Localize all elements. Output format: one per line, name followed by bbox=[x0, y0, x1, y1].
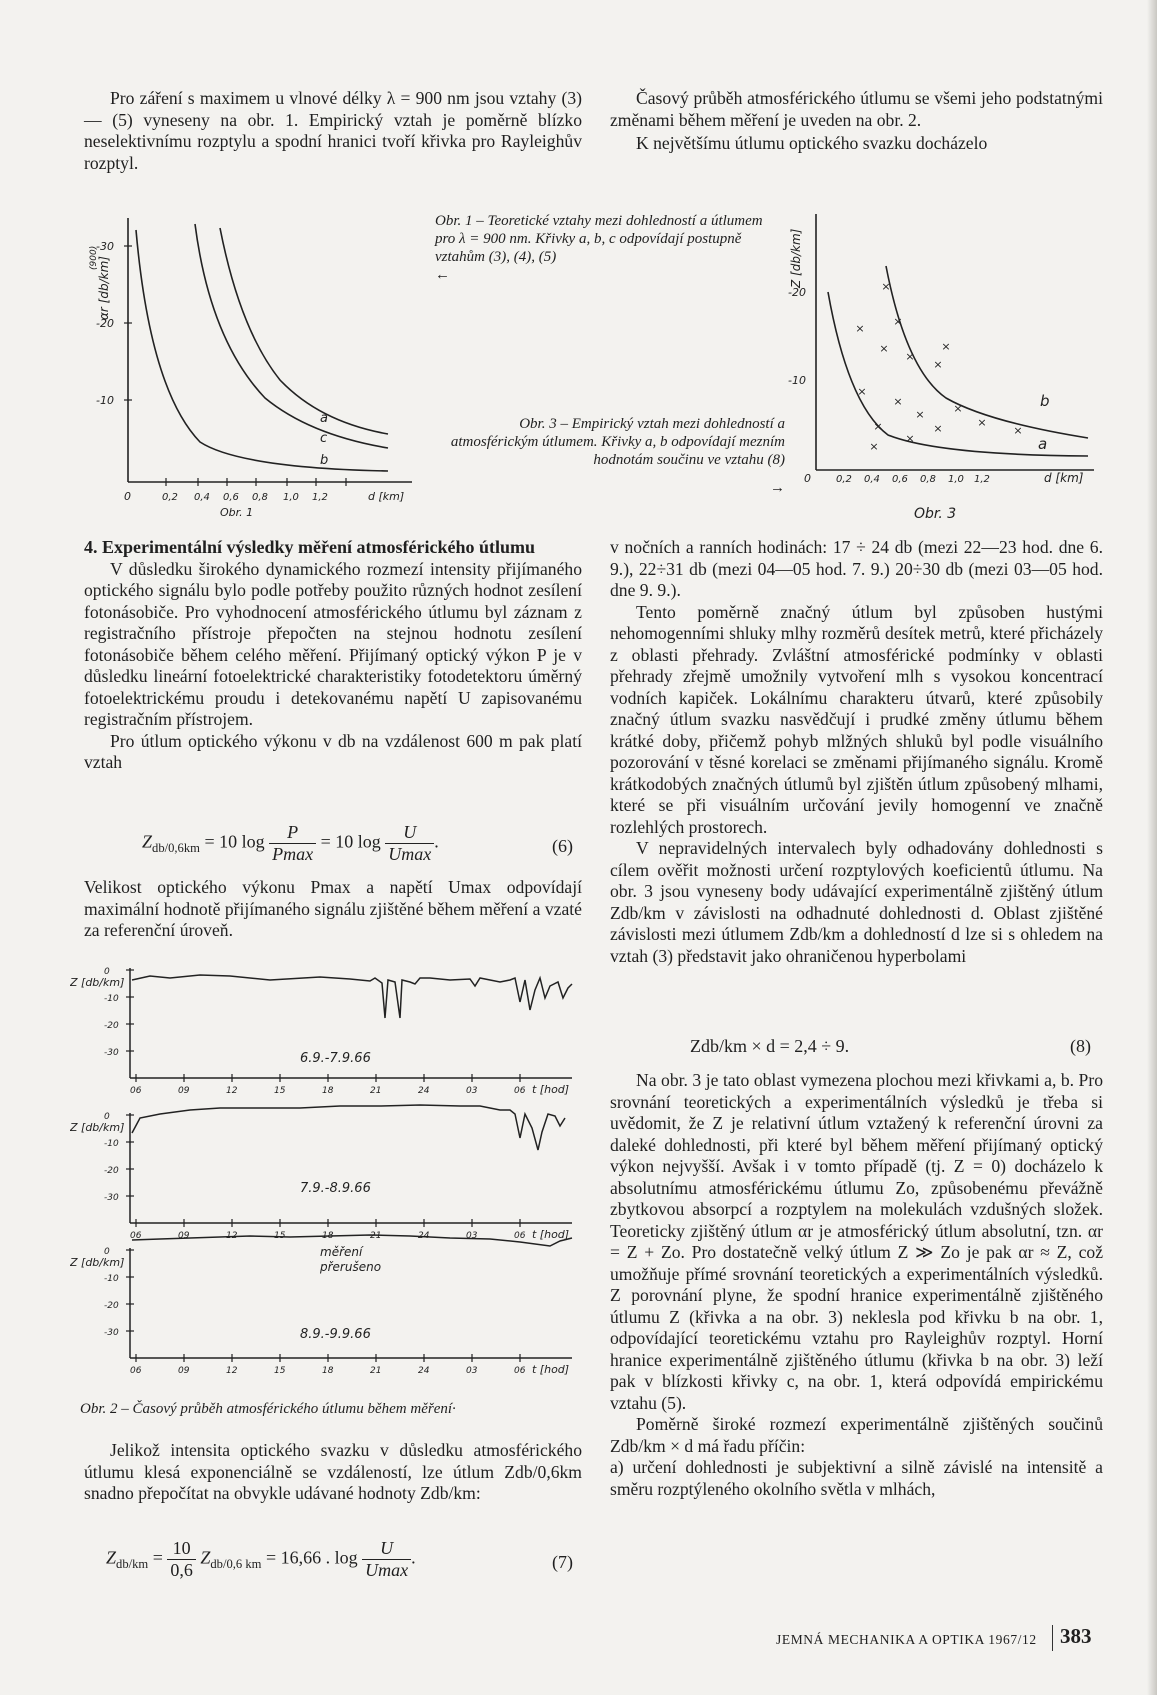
fig1-label-c: c bbox=[320, 431, 328, 446]
fig1-xtick-1: 0,2 bbox=[162, 492, 178, 503]
fig2-xtick-label: 24 bbox=[418, 1231, 430, 1241]
fig1-ytick-20: -20 bbox=[96, 317, 114, 330]
fig3-zero: 0 bbox=[804, 472, 811, 485]
fig1-curve-a bbox=[220, 228, 388, 434]
fig1-curve-c bbox=[195, 224, 388, 448]
fig1-caption-arrow: ← bbox=[435, 267, 450, 283]
fig2-y-label: Z [db/km] bbox=[70, 1256, 125, 1269]
journal-footer: JEMNÁ MECHANIKA A OPTIKA 1967/12 bbox=[776, 1632, 1037, 1647]
fig1-label-a: a bbox=[320, 411, 328, 426]
footer-divider bbox=[1052, 1625, 1053, 1651]
fig2-panel-3-date: 8.9.-9.9.66 bbox=[300, 1327, 371, 1342]
fig1-y-label: αr [db/km] bbox=[97, 256, 111, 320]
fig1-xtick-3: 0,6 bbox=[223, 492, 239, 503]
eq7-num-10: 10 bbox=[167, 1538, 196, 1560]
fig3-data-point: × bbox=[893, 395, 903, 408]
fig3-ytick-20: -20 bbox=[788, 286, 806, 299]
fig2-xtick-label: 12 bbox=[226, 1366, 238, 1376]
fig2-ytick-label: -10 bbox=[104, 1139, 119, 1149]
eq7-z: Z bbox=[106, 1547, 117, 1568]
eq6-mid2: = 10 log bbox=[320, 831, 381, 852]
fig2-xtick-label: 18 bbox=[322, 1086, 334, 1096]
left-paragraph-4-block bbox=[84, 1440, 582, 1505]
eq7-fraction-u bbox=[362, 1538, 411, 1581]
fig2-xtick-label: 06 bbox=[514, 1086, 526, 1096]
fig2-xtick-label: 21 bbox=[370, 1366, 382, 1376]
eq7-fraction-10 bbox=[167, 1538, 196, 1581]
fig2-xtick-label: 03 bbox=[466, 1086, 478, 1096]
left-paragraph-2: Pro útlum optického výkonu v db na vzdálenost 600 m pak platí vztah bbox=[84, 730, 582, 772]
fig2-ytick-label: -10 bbox=[104, 1274, 119, 1284]
eq7-equals: = bbox=[152, 1547, 163, 1568]
fig3-ytick-10: -10 bbox=[788, 374, 806, 387]
right-paragraph-4: Tento poměrně značný útlum byl způsoben hustými nehomogenními shluky mlhy rozměrů desítek metrů, které přicházely z oblasti přehrady. Zvláštní atmosférické podmínky v oblasti přehrady zřejmě umožnily vytvoření mlh s vysokou koncentrací vodních kapiček. Lokálnímu charakteru útvarů, které způsobily značný útlum svazku nasvědčují i prudké změny útlumu během krátké doby, přičemž pohyb mlžných shluků byl podle visuálního pozorování v těsné korelaci se změnami přijímaného signálu. Kromě krátkodobých značných útlumů byl zjištěn útlum způsobený mlhami, které se při visuálním určování jevily homogenní ve značně rozlehlých prostorech. bbox=[610, 601, 1103, 837]
eq6-fraction-u bbox=[385, 822, 434, 865]
fig3-data-point: × bbox=[941, 340, 951, 353]
figure-2-chart bbox=[70, 958, 580, 1378]
fig2-xtick-label: 12 bbox=[226, 1086, 238, 1096]
fig3-data-point: × bbox=[879, 342, 889, 355]
equation-8 bbox=[690, 1036, 1100, 1057]
eq8-number: (8) bbox=[1070, 1036, 1091, 1056]
fig3-data-point: × bbox=[905, 350, 915, 363]
fig3-data-point: × bbox=[873, 420, 883, 433]
fig2-ytick-label: 0 bbox=[104, 1247, 110, 1257]
fig3-xtick-6: 1,2 bbox=[974, 474, 990, 485]
left-column-main bbox=[84, 537, 582, 774]
left-paragraph-3: Velikost optického výkonu Pmax a napětí Umax odpovídají maximální hodnotě přijímaného signálu zjištěné během měření a vzaté za referenční úroveň. bbox=[84, 877, 582, 940]
eq7-num-u: U bbox=[362, 1538, 411, 1560]
figure-3-caption bbox=[435, 415, 785, 497]
fig3-label-b: b bbox=[1040, 392, 1050, 410]
fig2-x-label: t [hod] bbox=[532, 1083, 570, 1096]
right-column-top bbox=[610, 88, 1103, 155]
figure-1-chart bbox=[70, 210, 430, 520]
fig2-panel-2-date: 7.9.-8.9.66 bbox=[300, 1181, 371, 1196]
fig3-xtick-5: 1,0 bbox=[948, 474, 964, 485]
fig3-data-point: × bbox=[855, 322, 865, 335]
fig3-data-point: × bbox=[933, 358, 943, 371]
eq6-z-sub: db/0,6km bbox=[152, 841, 200, 856]
fig2-xtick-label: 06 bbox=[130, 1086, 142, 1096]
fig3-title: Obr. 3 bbox=[914, 506, 957, 522]
fig3-label-a: a bbox=[1038, 435, 1048, 453]
fig2-xtick-label: 24 bbox=[418, 1086, 430, 1096]
right-paragraph-3: v nočních a ranních hodinách: 17 ÷ 24 db (mezi 22—23 hod. dne 6. 9.), 22÷31 db (mezi 04—05 hod. 7. 9.) 20÷30 db (mezi 03—05 hod. dne 9. 9.). bbox=[610, 537, 1103, 600]
fig1-y-label-sup: (900) bbox=[89, 245, 99, 270]
eq6-end: . bbox=[434, 831, 439, 852]
fig1-xtick-5: 1,0 bbox=[283, 492, 299, 503]
intro-text: Pro záření s maximem u vlnové délky λ = 900 nm jsou vztahy (3) — (5) vyneseny na obr. 1. Empirický vztah je poměrně blízko neselektivnímu rozptylu a spodní hranici tvoří křivka pro Rayleighův rozptyl. bbox=[84, 88, 582, 173]
fig2-panel-3-note2: přerušeno bbox=[320, 1260, 382, 1274]
page-edge-shadow bbox=[1147, 0, 1157, 1695]
fig3-data-point: × bbox=[915, 408, 925, 421]
right-paragraph-5: V nepravidelných intervalech byly odhadovány dohlednosti s cílem ověřit možnosti určení rozptylových koeficientů útlumu. Na obr. 3 jsou vyneseny body udávající experimentálně zjištěný útlum Zdb/km v závislosti na odhadnuté dohlednosti d. Oblast zjištěné závislosti mezi útlumem Zdb/km a dohledností d lze si s ohledem na vztah (3) představit jako ohraničenou hyperbolami bbox=[610, 838, 1103, 966]
eq7-number: (7) bbox=[552, 1552, 573, 1572]
fig2-series-1 bbox=[132, 975, 572, 1018]
fig2-ytick-label: -20 bbox=[104, 1166, 119, 1176]
fig1-ytick-10: -10 bbox=[96, 394, 114, 407]
fig3-data-point: × bbox=[933, 422, 943, 435]
fig2-series-2 bbox=[132, 1105, 565, 1150]
fig2-xtick-label: 12 bbox=[226, 1231, 238, 1241]
fig2-xtick-label: 09 bbox=[178, 1231, 190, 1241]
figure-1-caption-text: Obr. 1 – Teoretické vztahy mezi dohledností a útlumem pro λ = 900 nm. Křivky a, b, c odpovídají postupně vztahům (3), (4), (5) bbox=[435, 213, 763, 265]
eq6-num-p: P bbox=[269, 822, 316, 844]
fig2-ytick-label: -20 bbox=[104, 1021, 119, 1031]
left-paragraph-1: V důsledku širokého dynamického rozmezí intensity přijímaného optického signálu bylo podle potřeby použito různých hodnot zesílení fotonásobiče. Pro vyhodnocení atmosférického útlumu byl záznam z registračního přístroje přepočten na stejnou hodnotu zesílení fotonásobiče během celého měření. Přijímaný optický výkon P je v důsledku lineární fotoelektrické charakteristiky fotodetektoru úměrný fotoelektrickému proudu i detekovanému napětí U zapisovanému registračním přístrojem. bbox=[84, 558, 582, 729]
fig3-data-point: × bbox=[977, 416, 987, 429]
left-paragraph-4: Jelikož intensita optického svazku v důsledku atmosférického útlumu klesá exponenciálně se vzdáleností, lze útlum Zdb/0,6km snadno přepočítat na obvykle udávané hodnoty Zdb/km: bbox=[84, 1440, 582, 1503]
page-number: 383 bbox=[1060, 1624, 1092, 1648]
fig2-xtick-label: 06 bbox=[130, 1366, 142, 1376]
figure-2-caption-text: Obr. 2 – Časový průběh atmosférického útlumu během měření· bbox=[80, 1401, 456, 1417]
intro-paragraph bbox=[84, 88, 582, 174]
fig2-xtick-label: 24 bbox=[418, 1366, 430, 1376]
fig2-ytick-label: -30 bbox=[104, 1328, 119, 1338]
eq7-z2: Z bbox=[200, 1547, 211, 1568]
fig3-xtick-2: 0,4 bbox=[864, 474, 880, 485]
right-paragraph-1: Časový průběh atmosférického útlumu se všemi jeho podstatnými změnami během měření je uveden na obr. 2. bbox=[610, 88, 1103, 130]
fig1-xtick-4: 0,8 bbox=[252, 492, 268, 503]
eq7-mid: = 16,66 . log bbox=[265, 1547, 358, 1568]
fig2-xtick-label: 09 bbox=[178, 1366, 190, 1376]
eq7-z2-sub: db/0,6 km bbox=[210, 1557, 262, 1572]
fig3-caption-arrow: → bbox=[770, 480, 785, 496]
fig2-xtick-label: 21 bbox=[370, 1086, 382, 1096]
fig2-panel-1-date: 6.9.-7.9.66 bbox=[300, 1051, 371, 1066]
fig2-x-label: t [hod] bbox=[532, 1228, 570, 1241]
section-heading: 4. Experimentální výsledky měření atmosférického útlumu bbox=[84, 537, 535, 557]
eq6-den-umax: Umax bbox=[388, 844, 432, 864]
fig1-zero: 0 bbox=[124, 490, 131, 503]
fig2-ytick-label: -20 bbox=[104, 1301, 119, 1311]
fig3-data-point: × bbox=[857, 385, 867, 398]
fig3-y-label: Z [db/km] bbox=[789, 228, 803, 288]
eq6-num-u: U bbox=[385, 822, 434, 844]
right-column-main bbox=[610, 537, 1103, 967]
right-paragraph-2: K největšímu útlumu optického svazku docházelo bbox=[636, 133, 988, 153]
fig2-ytick-label: -30 bbox=[104, 1193, 119, 1203]
fig3-data-point: × bbox=[881, 280, 891, 293]
fig2-ytick-label: -30 bbox=[104, 1048, 119, 1058]
fig2-xtick-label: 06 bbox=[514, 1231, 526, 1241]
fig2-panel-3-note1: měření bbox=[320, 1245, 363, 1259]
left-paragraph-3-block bbox=[84, 877, 582, 942]
fig3-data-point: × bbox=[1013, 424, 1023, 437]
eq6-z: Z bbox=[142, 831, 153, 852]
fig1-ytick-30: -30 bbox=[96, 240, 114, 253]
fig2-xtick-label: 03 bbox=[466, 1366, 478, 1376]
fig2-xtick-label: 15 bbox=[274, 1086, 286, 1096]
fig2-xtick-label: 03 bbox=[466, 1231, 478, 1241]
fig2-ytick-label: 0 bbox=[104, 1112, 110, 1122]
figure-3-caption-text: Obr. 3 – Empirický vztah mezi dohledností a atmosférickým útlumem. Křivky a, b odpovídají mezním hodnotám součinu ve vztahu (8) bbox=[450, 416, 785, 468]
fig2-ytick-label: -10 bbox=[104, 994, 119, 1004]
fig2-xtick-label: 18 bbox=[322, 1366, 334, 1376]
fig3-data-point: × bbox=[953, 402, 963, 415]
fig1-label-b: b bbox=[320, 453, 329, 468]
right-paragraph-7: Poměrně široké rozmezí experimentálně zjištěných součinů Zdb/km × d má řadu příčin: bbox=[610, 1414, 1103, 1456]
fig2-xtick-label: 06 bbox=[514, 1366, 526, 1376]
eq6-number: (6) bbox=[552, 836, 573, 856]
fig3-xtick-4: 0,8 bbox=[920, 474, 936, 485]
equation-6 bbox=[142, 822, 592, 865]
fig2-xtick-label: 06 bbox=[130, 1231, 142, 1241]
fig2-xtick-label: 18 bbox=[322, 1231, 334, 1241]
fig2-x-label: t [hod] bbox=[532, 1363, 570, 1376]
eq6-fraction-p bbox=[269, 822, 316, 865]
fig1-xtick-6: 1,2 bbox=[312, 492, 328, 503]
fig3-xtick-1: 0,2 bbox=[836, 474, 852, 485]
figure-3-chart bbox=[788, 200, 1103, 530]
fig1-xtick-2: 0,4 bbox=[194, 492, 210, 503]
fig3-xtick-3: 0,6 bbox=[892, 474, 908, 485]
fig3-data-point: × bbox=[869, 440, 879, 453]
fig3-x-label: d [km] bbox=[1044, 471, 1084, 485]
fig2-xtick-label: 09 bbox=[178, 1086, 190, 1096]
fig1-x-label: d [km] bbox=[368, 490, 405, 503]
eq7-den-umax: Umax bbox=[365, 1560, 409, 1580]
right-paragraph-6: Na obr. 3 je tato oblast vymezena plochou mezi křivkami a, b. Pro srovnání teoretických a experimentálních výsledků je třeba si uvědomit, že Z je relativní útlum vztažený k referenční úrovni za daleké dohlednosti, při které byl během měření přijímaný optický výkon nejvyšší. Avšak i v tomto případě (tj. Z = 0) docházelo k absolutnímu atmosférickému útlumu Zo, způsobenému převážně zbytkovou absorpcí a rozptylem na molekulách vzdušných složek. Teoreticky zjištěný útlum αr je atmosférický útlum absolutní, tzn. αr = Z + Zo. Pro dostatečně velký útlum Z ≫ Zo je pak αr ≈ Z, což umožňuje přímé srovnání teoretických a experimentálních výsledků. Z porovnání plyne, že spodní hranice experimentálně zjištěného útlumu Z (křivka a na obr. 3) neklesla pod křivku b na obr. 1, odpovídající teoretickému vztahu pro Rayleighův rozptyl. Horní hranice experimentálně zjištěného útlumu (křivka b na obr. 3) leží pak v blízkosti křivky c, na obr. 1, která odpovídá empirickému vztahu (5). bbox=[610, 1070, 1103, 1413]
fig2-ytick-label: 0 bbox=[104, 967, 110, 977]
eq7-z-sub: db/km bbox=[116, 1557, 149, 1572]
fig2-xtick-label: 15 bbox=[274, 1231, 286, 1241]
eq7-end: . bbox=[411, 1547, 416, 1568]
fig1-curve-b bbox=[136, 230, 388, 471]
fig2-xtick-label: 15 bbox=[274, 1366, 286, 1376]
eq6-mid: = 10 log bbox=[204, 831, 265, 852]
fig3-data-point: × bbox=[905, 432, 915, 445]
eq7-den-06: 0,6 bbox=[170, 1560, 193, 1580]
figure-1-caption bbox=[435, 212, 785, 284]
fig2-xtick-label: 21 bbox=[370, 1231, 382, 1241]
fig3-data-point: × bbox=[893, 315, 903, 328]
fig1-title: Obr. 1 bbox=[220, 506, 254, 519]
equation-7 bbox=[106, 1538, 586, 1581]
eq8-text: Zdb/km × d = 2,4 ÷ 9. bbox=[690, 1036, 850, 1056]
figure-2-caption bbox=[80, 1400, 580, 1418]
eq6-den-pmax: Pmax bbox=[272, 844, 314, 864]
fig2-y-label: Z [db/km] bbox=[70, 1121, 125, 1134]
right-paragraph-8: a) určení dohlednosti je subjektivní a silně závislé na intensitě a směru rozptýleného okolního světla v mlhách, bbox=[610, 1457, 1103, 1499]
right-column-lower bbox=[610, 1070, 1103, 1500]
fig2-y-label: Z [db/km] bbox=[70, 976, 125, 989]
